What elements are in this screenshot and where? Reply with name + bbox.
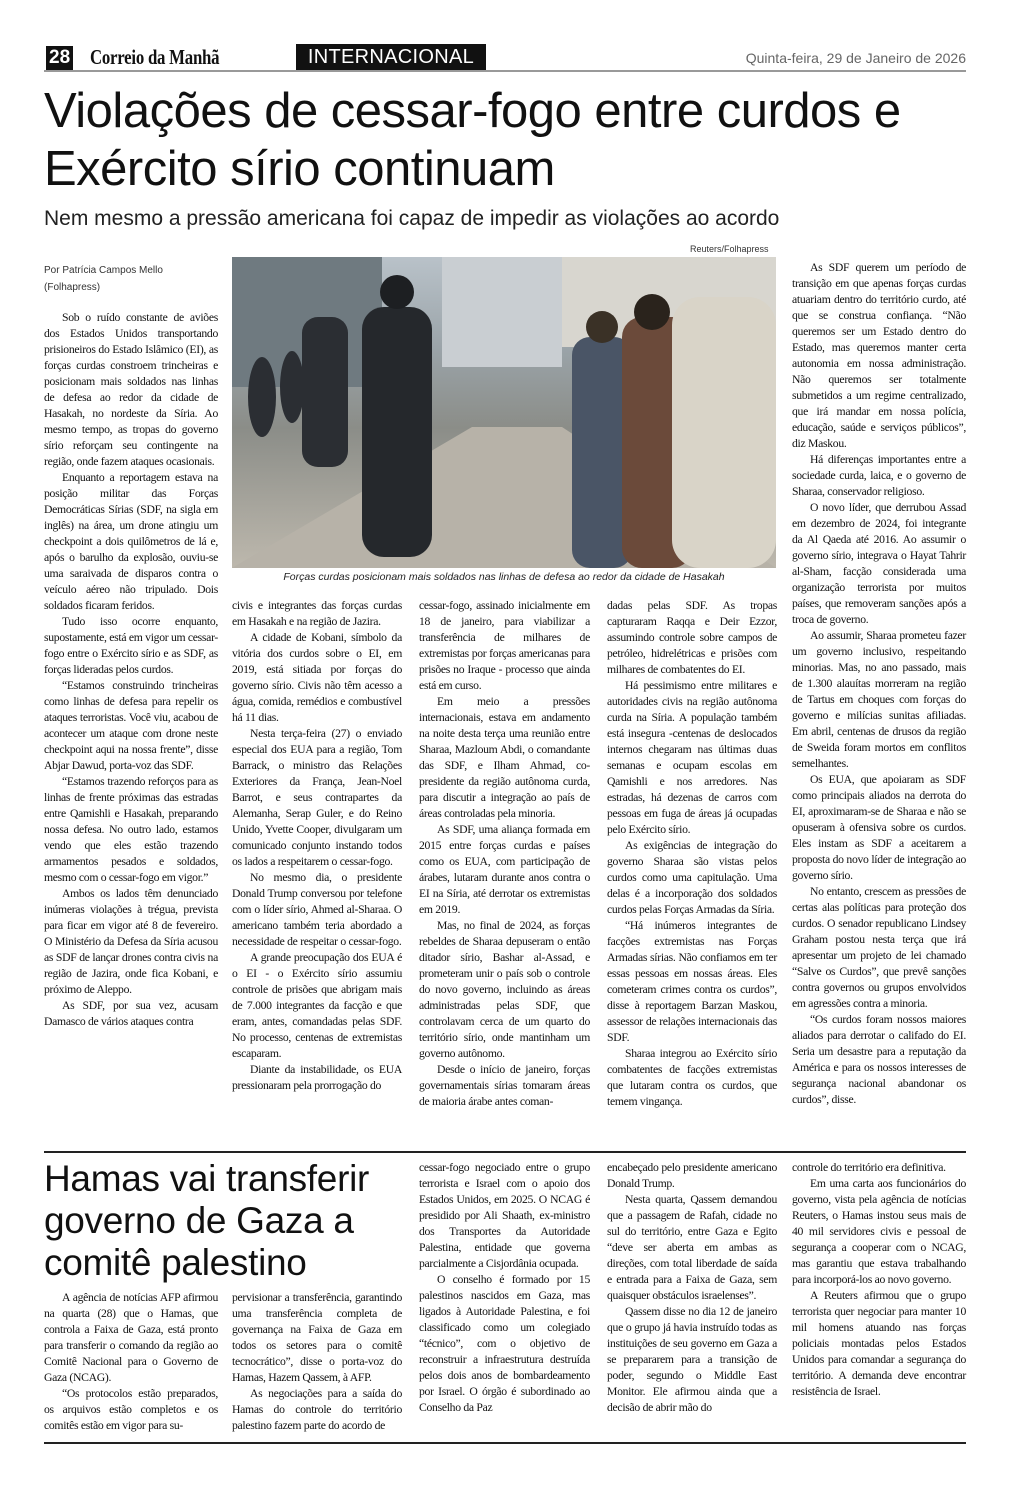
article-paragraph: Ao assumir, Sharaa prometeu fazer um governo inclusivo, respeitando minorias. Mas, no ano passado, mais de 1.300 alauítas morreram na região de Tartus em choques com forças do governo e milícias sunitas afiliadas. Em abril, centenas de drusos da região de Sweida foram mortos em conflitos semelhantes. <box>792 629 966 770</box>
article-paragraph: Sob o ruído constante de aviões dos Estados Unidos transportando prisioneiros do Estado Islâmico (EI), as forças curdas constroem trincheiras e posicionam mais soldados nas linhas de defesa ao redor da cidade de Hasakah, no nordeste da Síria. Ao mesmo tempo, as tropas do governo sírio reforçam seu contingente na região, onde fazem ataques ocasionais. <box>44 311 218 468</box>
article-paragraph: As SDF, uma aliança formada em 2015 entre forças curdas e países como os EUA, com participação de árabes, lutaram durante anos contra o EI na Síria, até derrotar os extremistas em 2019. <box>419 823 590 916</box>
photo-credit: Reuters/Folhapress <box>690 244 769 254</box>
article-paragraph: Em uma carta aos funcionários do governo, vista pela agência de notícias Reuters, o Hamas instou seus mais de 40 mil servidores civis e pessoal de segurança a cooperar com o NCAG, mas garantiu que estava trabalhando para incorporá-los ao novo governo. <box>792 1177 966 1286</box>
photo-soldiers-illustration <box>232 257 776 568</box>
article-paragraph: Os EUA, que apoiaram as SDF como principais aliados na derrota do EI, aproximaram-se de Sharaa e não se opuseram à ofensiva sobre os curdos. Eles instam as SDF a aceitarem a proposta do novo líder de integração ao governo sírio. <box>792 773 966 882</box>
article-paragraph: “Estamos trazendo reforços para as linhas de frente próximas das estradas entre Qamishli e Hasakah, preparando nossa defesa. No outro lado, estamos vendo que eles estão trazendo armamentos pesados e soldados, mesmo com o cessar-fogo em vigor.” <box>44 775 218 884</box>
article-paragraph: Ambos os lados têm denunciado inúmeras violações à trégua, prevista para ficar em vigor até 8 de fevereiro. O Ministério da Defesa da Síria acusou as SDF de lançar drones contra civis na região de Jazira, onde fica Kobani, e próximo de Aleppo. <box>44 887 218 996</box>
article-paragraph: As negociações para a saída do Hamas do controle do território palestino fazem parte do acordo de <box>232 1387 402 1432</box>
article-paragraph: Sharaa integrou ao Exército sírio combatentes de facções extremistas que lutaram contra os curdos, que temem vingança. <box>607 1047 777 1108</box>
article-paragraph: No mesmo dia, o presidente Donald Trump conversou por telefone com o líder sírio, Ahmed al-Sharaa. O americano também teria abordado a necessidade de respeitar o cessar-fogo. <box>232 871 402 948</box>
article-paragraph: Nesta quarta, Qassem demandou que a passagem de Rafah, cidade no sul do território, entre Gaza e Egito “deve ser aberta em ambas as direções, com total liberdade de saída e entrada para a Faixa de Gaza, sem quaisquer obstáculos israelenses”. <box>607 1193 777 1302</box>
main-deck: Nem mesmo a pressão americana foi capaz de impedir as violações ao acordo <box>44 207 780 230</box>
second-column-5 <box>792 1160 966 1400</box>
main-headline: Violações de cessar-fogo entre curdos e Exército sírio continuam <box>44 84 901 196</box>
news-photo <box>232 257 776 568</box>
byline-agency: (Folhapress) <box>44 282 101 293</box>
main-column-2 <box>232 598 402 1094</box>
article-paragraph: pervisionar a transferência, garantindo uma transferência completa de governança na Faixa de Gaza em todos os setores para o comitê tecnocrático”, disse o porta-voz do Hamas, Hazem Qassem, à AFP. <box>232 1291 402 1384</box>
page-number: 28 <box>46 46 73 70</box>
header-divider <box>44 70 966 72</box>
main-column-5 <box>792 260 966 1108</box>
article-paragraph: O conselho é formado por 15 palestinos nascidos em Gaza, mas ligados à Autoridade Palestina, e foi classificado como um colegiado “técnico”, com o objetivo de reconstruir a infraestrutura destruída pelos dois anos de bombardeamento por Israel. O órgão é subordinado ao Conselho da Paz <box>419 1273 590 1414</box>
article-paragraph: civis e integrantes das forças curdas em Hasakah e na região de Jazira. <box>232 599 402 628</box>
article-paragraph: As SDF, por sua vez, acusam Damasco de vários ataques contra <box>44 999 218 1028</box>
article-paragraph: Enquanto a reportagem estava na posição militar das Forças Democráticas Sírias (SDF, na sigla em inglês) na área, um drone atingiu um checkpoint a dois quilômetros de lá e, após o barulho da explosão, ouviu-se uma saraivada de disparos contra o veículo aéreo não tripulado. Dois soldados ficaram feridos. <box>44 471 218 612</box>
page-bottom-rule <box>44 1442 966 1444</box>
photo-caption: Forças curdas posicionam mais soldados nas linhas de defesa ao redor da cidade de Hasakah <box>283 571 725 583</box>
article-paragraph: controle do território era definitiva. <box>792 1161 946 1174</box>
section-label: INTERNACIONAL <box>296 44 486 70</box>
second-column-1 <box>44 1290 218 1434</box>
newspaper-masthead: Correio da Manhã <box>90 45 220 69</box>
article-paragraph: “Estamos construindo trincheiras como linhas de defesa para repelir os ataques terroristas. Você viu, acabou de acontecer um ataque com drone neste checkpoint aqui na nossa frente”, disse Abjar Dawud, porta-voz das SDF. <box>44 679 218 772</box>
article-divider <box>44 1151 966 1153</box>
article-paragraph: dadas pelas SDF. As tropas capturaram Raqqa e Deir Ezzor, assumindo controle sobre campos de petróleo, hidrelétricas e prisões com milhares de combatentes do EI. <box>607 599 777 676</box>
article-paragraph: A agência de notícias AFP afirmou na quarta (28) que o Hamas, que controla a Faixa de Gaza, está pronto para transferir o comando da região ao Comitê Nacional para o Governo de Gaza (NCAG). <box>44 1291 218 1384</box>
second-headline: Hamas vai transferir governo de Gaza a comitê palestino <box>44 1158 370 1283</box>
article-paragraph: A Reuters afirmou que o grupo terrorista quer negociar para manter 10 mil homens atuando nas forças policiais montadas pelos Estados Unidos para comandar a segurança do território. A demanda deve encontrar resistência de Israel. <box>792 1289 966 1398</box>
byline <box>44 262 163 296</box>
article-paragraph: Desde o início de janeiro, forças governamentais sírias tomaram áreas de maioria árabe antes coman- <box>419 1063 590 1108</box>
article-paragraph: Tudo isso ocorre enquanto, supostamente, está em vigor um cessar-fogo entre o Exército sírio e as SDF, as forças lideradas pelos curdos. <box>44 615 219 676</box>
second-column-2 <box>232 1290 402 1434</box>
article-paragraph: Nesta terça-feira (27) o enviado especial dos EUA para a região, Tom Barrack, o ministro das Relações Exteriores da França, Jean-Noel Barrot, e seus contrapartes da Alemanha, Serap Guler, e do Reino Unido, Yvette Cooper, divulgaram um comunicado conjunto instando todos os lados a respeitarem o cessar-fogo. <box>232 727 402 868</box>
article-paragraph: cessar-fogo, assinado inicialmente em 18 de janeiro, para viabilizar a transferência de milhares de extremistas por forças americanas para prisões no Iraque - processo que ainda está em curso. <box>419 599 590 692</box>
main-column-1 <box>44 310 218 1030</box>
article-paragraph: “Os protocolos estão preparados, os arquivos estão completos e os comitês estão em vigor para su- <box>44 1387 218 1432</box>
article-paragraph: Qassem disse no dia 12 de janeiro que o grupo já havia instruído todas as instituições de seu governo em Gaza a se prepararem para a transição de poder, segundo o Middle East Monitor. Ele afirmou ainda que a decisão de abrir mão do <box>607 1305 777 1414</box>
article-paragraph: “Os curdos foram nossos maiores aliados para derrotar o califado do EI. Seria um desastre para a reputação da América e para os nossos interesses de segurança nacional abandonar os curdos”, disse. <box>792 1013 966 1106</box>
article-paragraph: Em meio a pressões internacionais, estava em andamento na noite desta terça uma reunião entre Sharaa, Mazloum Abdi, o comandante das SDF, e Ilham Ahmad, co-presidente da região autônoma curda, para discutir a integração ao país de áreas controladas pela minoria. <box>419 695 590 820</box>
byline-author: Por Patrícia Campos Mello <box>44 265 163 276</box>
second-column-4 <box>607 1160 777 1416</box>
article-paragraph: As exigências de integração do governo Sharaa são vistas pelos curdos como uma capitulação. Uma delas é a incorporação dos soldados curdos pelas Forças Armadas da Síria. <box>607 839 777 916</box>
article-paragraph: O novo líder, que derrubou Assad em dezembro de 2024, foi integrante da Al Qaeda até 2016. Ao assumir o governo sírio, integrava o Hayat Tahrir al-Sham, facção considerada uma organização terrorista por muitos países, que removeram sanções após a troca de governo. <box>792 501 966 626</box>
second-column-3 <box>419 1160 590 1416</box>
article-paragraph: Há diferenças importantes entre a sociedade curda, laica, e o governo de Sharaa, conservador religioso. <box>792 453 966 498</box>
article-paragraph: A grande preocupação dos EUA é o EI - o Exército sírio assumiu controle de prisões que abrigam mais de 7.000 integrantes da facção e que eram, antes, comandadas pelas SDF. No processo, centenas de extremistas escaparam. <box>232 951 402 1060</box>
article-paragraph: cessar-fogo negociado entre o grupo terrorista e Israel com o apoio dos Estados Unidos, em 2025. O NCAG é presidido por Ali Shaath, ex-ministro dos Transportes da Autoridade Palestina, entidade que governa parcialmente a Cisjordânia ocupada. <box>419 1161 590 1270</box>
article-paragraph: encabeçado pelo presidente americano Donald Trump. <box>607 1161 777 1190</box>
article-paragraph: “Há inúmeros integrantes de facções extremistas nas Forças Armadas sírias. Não confiamos em ter essas pessoas em nossas áreas. Eles cometeram crimes contra os curdos”, disse à reportagem Barzan Maskou, assessor de relações internacionais das SDF. <box>607 919 777 1044</box>
issue-date: Quinta-feira, 29 de Janeiro de 2026 <box>745 50 966 66</box>
article-paragraph: Há pessimismo entre militares e autoridades civis na região autônoma curda na Síria. A população também está insegura -centenas de deslocados internos chegaram nas últimas duas semanas e ocupam escolas em Qamishli e nos arredores. Nas estradas, há dezenas de carros com pessoas em fuga de áreas já ocupadas pelo Exército sírio. <box>607 679 777 836</box>
article-paragraph: Mas, no final de 2024, as forças rebeldes de Sharaa depuseram o então ditador sírio, Bashar al-Assad, e prometeram unir o país sob o controle do novo governo, incluindo as áreas administradas pelas SDF, que controlavam cerca de um quarto do território sírio, onde mantinham um governo autônomo. <box>419 919 590 1060</box>
article-paragraph: As SDF querem um período de transição em que apenas forças curdas atuariam dentro do território curdo, até que se construa confiança. “Não queremos ser um Estado dentro do Estado, mas queremos manter certa autonomia em nossa administração. Não queremos ser totalmente submetidos a um regime centralizado, que irá mandar em nossa polícia, educação, saúde e serviços públicos”, diz Maskou. <box>792 261 966 450</box>
main-column-4 <box>607 598 777 1110</box>
main-column-3 <box>419 598 590 1110</box>
article-paragraph: No entanto, crescem as pressões de certas alas políticas para proteção dos curdos. O senador republicano Lindsey Graham postou nesta terça que irá apresentar um projeto de lei chamado “Salve os Curdos”, que prevê sanções contra governos ou grupos envolvidos em agressões contra a minoria. <box>792 885 966 1010</box>
article-paragraph: A cidade de Kobani, símbolo da vitória dos curdos sobre o EI, em 2019, está sitiada por forças do governo sírio. Civis não têm acesso a água, comida, remédios e combustível há 11 dias. <box>232 631 402 724</box>
article-paragraph: Diante da instabilidade, os EUA pressionaram pela prorrogação do <box>232 1063 402 1092</box>
